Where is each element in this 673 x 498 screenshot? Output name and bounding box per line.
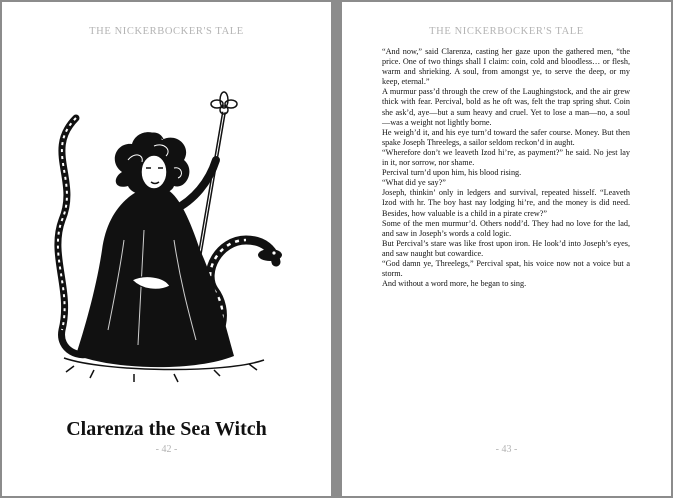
paragraph: But Percival’s stare was like frost upon iron. He look’d into Joseph’s eyes, and saw naught but cowardice. [382, 238, 630, 258]
paragraph: “And now,” said Clarenza, casting her gaze upon the gathered men, “the price. One of two things shall I claim: coin, cold and bloodless… or flesh, warm and shrieking. A soul, from amongst ye, to serve the deep, or my keep, eternal.” [382, 47, 630, 87]
paragraph: He weigh’d it, and his eye turn’d toward the safer course. Money. But then spake Joseph Threelegs, a sailor seldom reckon’d in aught. [382, 127, 630, 147]
left-page [2, 2, 331, 496]
paragraph: Some of the men murmur’d. Others nodd’d. They had no love for the lad, and saw in Joseph’s words a cold logic. [382, 218, 630, 238]
illustration-caption: Clarenza the Sea Witch [66, 418, 267, 440]
paragraph: “God damn ye, Threelegs,” Percival spat, his voice now not a voice but a storm. [382, 258, 630, 279]
running-head-left: THE NICKERBOCKER'S TALE [89, 26, 244, 37]
page-number-left: - 42 - [155, 444, 178, 455]
body-text [382, 47, 630, 289]
right-page [342, 2, 671, 496]
paragraph: A murmur pass’d through the crew of the Laughingstock, and the air grew thick with fear. Percival, bold as he oft was, felt the trap spring shut. Coin she ask’d, aye—but a sum heavy and cruel. Yet to lose a man—no, a soul—was a weight not lightly borne. [382, 87, 630, 127]
running-head-right: THE NICKERBOCKER'S TALE [429, 26, 584, 37]
page-number-right: - 43 - [495, 444, 518, 455]
paragraph: And without a word more, he began to sing. [382, 279, 527, 289]
paragraph: Joseph, thinkin’ only in ledgers and survival, repeated hisself. “Leaveth Izod with hr. The boy hast nay lodging hi’re, and the money is did need. Besides, how valuable is a child in a pirate crew?” [382, 188, 630, 218]
paragraph: Percival turn’d upon him, his blood rising. [382, 168, 522, 178]
paragraph: “What did ye say?” [382, 178, 446, 188]
sea-witch-illustration [24, 90, 304, 390]
paragraph: “Wherefore don’t we leaveth Izod hi’re, as payment?” he said. No jest lay in it, nor sorrow, nor shame. [382, 147, 630, 168]
